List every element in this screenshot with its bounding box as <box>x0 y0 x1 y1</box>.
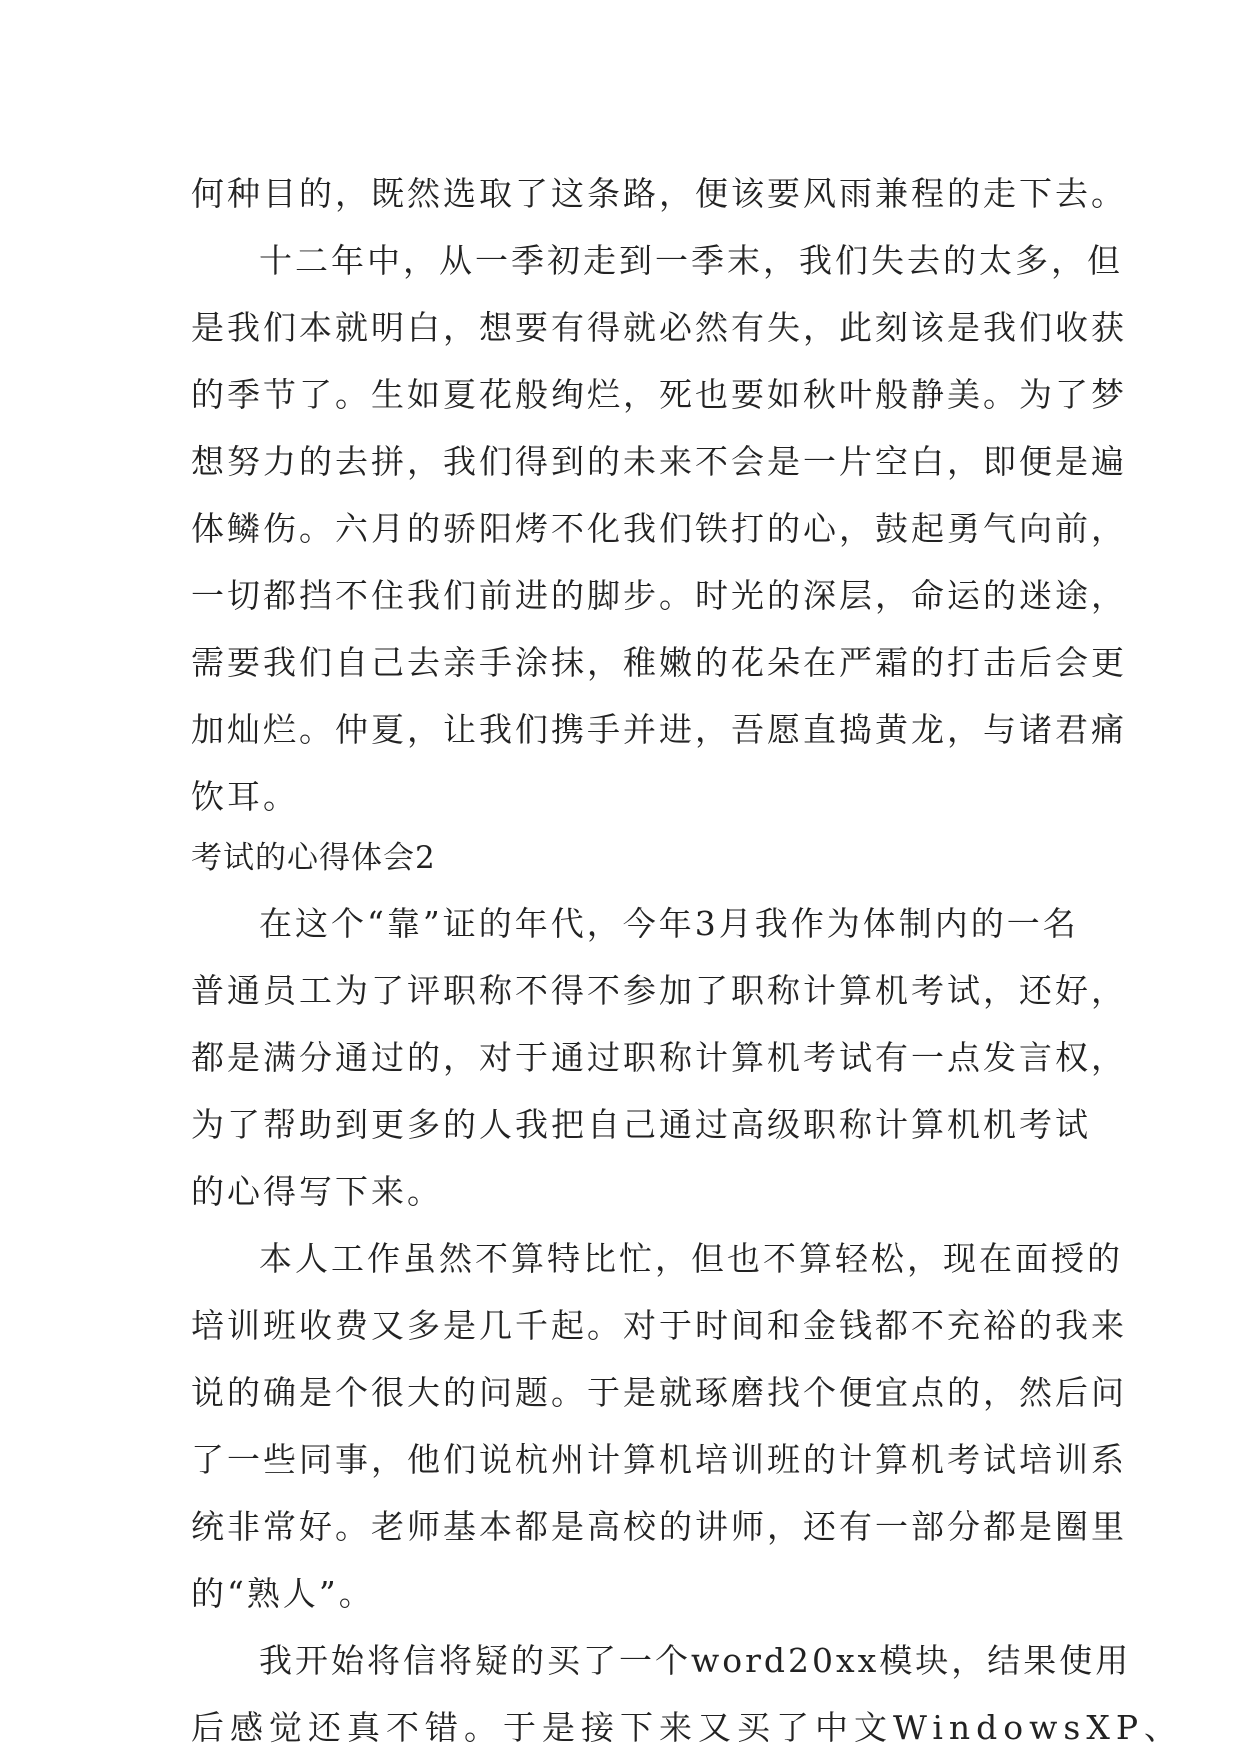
text-line: 在这个“靠”证的年代，今年3月我作为体制内的一名 <box>259 904 1079 943</box>
text-line: 为了帮助到更多的人我把自己通过高级职称计算机机考试 <box>191 1105 1091 1144</box>
text-line: 我开始将信将疑的买了一个word20xx模块，结果使用 <box>259 1641 1132 1680</box>
paragraph <box>191 890 1127 1225</box>
text-line: 后感觉还真不错。于是接下来又买了中文WindowsXP、 <box>191 1708 1184 1747</box>
text-line: 十二年中，从一季初走到一季末，我们失去的太多，但 <box>259 241 1123 280</box>
text-line: 饮耳。 <box>191 777 299 816</box>
text-line: 都是满分通过的，对于通过职称计算机考试有一点发言权， <box>191 1038 1127 1077</box>
text-line: 体鳞伤。六月的骄阳烤不化我们铁打的心，鼓起勇气向前， <box>191 509 1127 548</box>
text-line: 的“熟人”。 <box>191 1574 375 1613</box>
text-line: 是我们本就明白，想要有得就必然有失，此刻该是我们收获 <box>191 308 1127 347</box>
text-line: 统非常好。老师基本都是高校的讲师，还有一部分都是圈里 <box>191 1507 1127 1546</box>
paragraph <box>191 1225 1127 1627</box>
paragraph <box>191 1627 1184 1761</box>
paragraph-continued <box>191 160 1127 227</box>
text-line: 培训班收费又多是几千起。对于时间和金钱都不充裕的我来 <box>191 1306 1127 1345</box>
section-heading: 考试的心得体会2 <box>191 840 436 876</box>
text-line: 的心得写下来。 <box>191 1172 443 1211</box>
text-line: 说的确是个很大的问题。于是就琢磨找个便宜点的，然后问 <box>191 1373 1127 1412</box>
text-line: 加灿烂。仲夏，让我们携手并进，吾愿直捣黄龙，与诸君痛 <box>191 710 1127 749</box>
text-line: 需要我们自己去亲手涂抹，稚嫩的花朵在严霜的打击后会更 <box>191 643 1127 682</box>
text-line: 何种目的，既然选取了这条路，便该要风雨兼程的走下去。 <box>191 174 1127 213</box>
text-line: 一切都挡不住我们前进的脚步。时光的深层，命运的迷途， <box>191 576 1127 615</box>
text-line: 想努力的去拼，我们得到的未来不会是一片空白，即便是遍 <box>191 442 1127 481</box>
text-line: 了一些同事，他们说杭州计算机培训班的计算机考试培训系 <box>191 1440 1127 1479</box>
paragraph <box>191 227 1127 830</box>
text-line: 普通员工为了评职称不得不参加了职称计算机考试，还好， <box>191 971 1127 1010</box>
text-line: 的季节了。生如夏花般绚烂，死也要如秋叶般静美。为了梦 <box>191 375 1127 414</box>
document-body <box>191 160 1184 1761</box>
text-line: 本人工作虽然不算特比忙，但也不算轻松，现在面授的 <box>259 1239 1123 1278</box>
